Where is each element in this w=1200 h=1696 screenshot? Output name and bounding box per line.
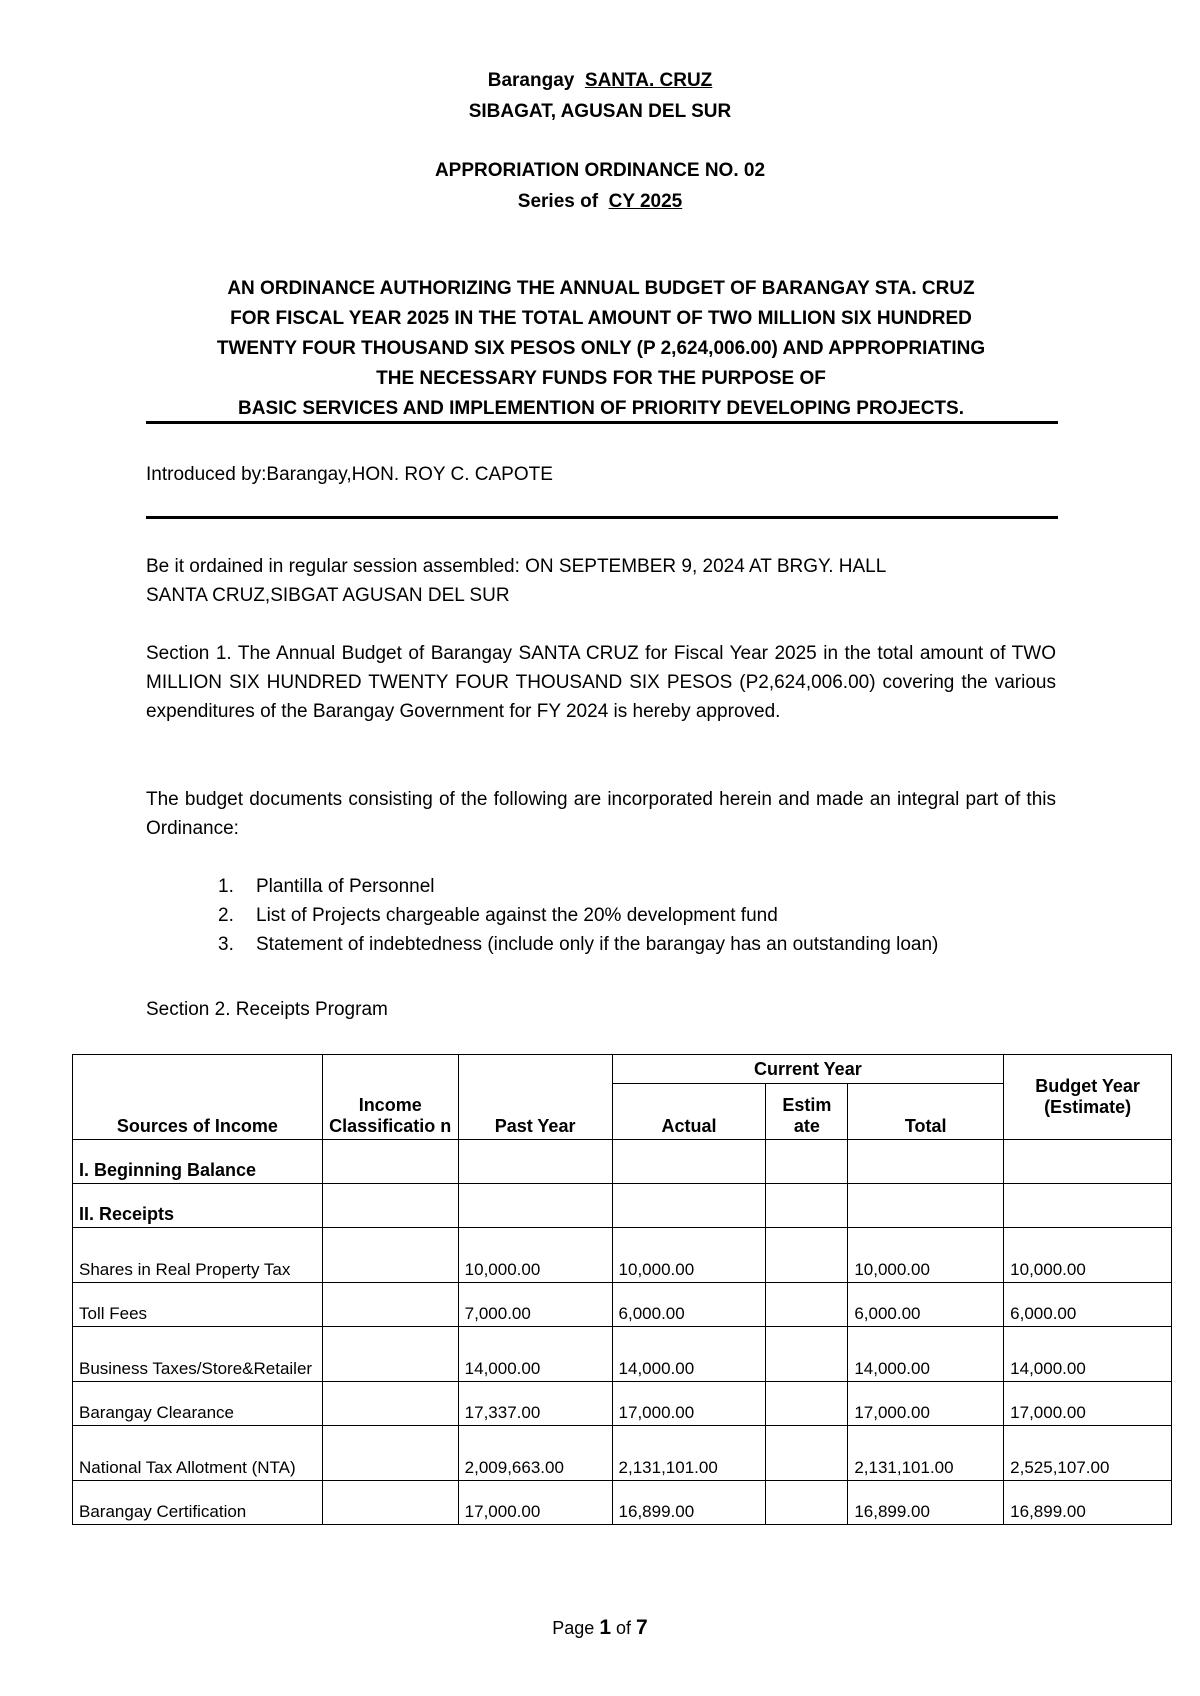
past-year-cell: 14,000.00: [458, 1327, 612, 1382]
title-line: THE NECESSARY FUNDS FOR THE PURPOSE OF: [376, 368, 826, 389]
receipts-program-table: [72, 1054, 1172, 1525]
classification-cell: [322, 1382, 458, 1426]
source-cell: Shares in Real Property Tax: [73, 1228, 323, 1283]
ordained-line: Be it ordained in regular session assembled: ON SEPTEMBER 9, 2024 AT BRGY. HALL: [146, 556, 887, 577]
municipality-heading: SIBAGAT, AGUSAN DEL SUR: [468, 101, 732, 122]
budget-docs-list: [218, 872, 938, 959]
section-1-text: Section 1. The Annual Budget of Barangay SANTA CRUZ for Fiscal Year 2025 in the total amount of TWO MILLION SIX HUNDRED TWENTY FOUR THOUSAND SIX PESOS (P2,624,006.00) covering the various expenditures of the Barangay Government for FY 2024 is hereby approved.: [146, 643, 1056, 722]
title-line: FOR FISCAL YEAR 2025 IN THE TOTAL AMOUNT OF TWO MILLION SIX HUNDRED: [230, 308, 972, 329]
barangay-label: Barangay: [487, 70, 575, 91]
introduced-by: Introduced by:Barangay,HON. ROY C. CAPOTE: [146, 464, 553, 485]
ordained-clause: [146, 552, 1056, 610]
actual-cell: 17,000.00: [612, 1382, 766, 1426]
budget-year-cell: 10,000.00: [1004, 1228, 1172, 1283]
table-row: [73, 1382, 1172, 1426]
source-cell: Business Taxes/Store&Retailer: [73, 1327, 323, 1382]
barangay-name: SANTA. CRUZ: [584, 70, 713, 91]
budget-docs-intro: The budget documents consisting of the following are incorporated herein and made an integral part of this Ordinance:: [146, 789, 1056, 839]
total-cell: 17,000.00: [848, 1382, 1004, 1426]
total-cell: 10,000.00: [848, 1228, 1004, 1283]
divider: [146, 421, 1058, 424]
ordained-line: SANTA CRUZ,SIBGAT AGUSAN DEL SUR: [146, 585, 510, 606]
actual-cell: 2,131,101.00: [612, 1426, 766, 1481]
source-cell: Barangay Clearance: [73, 1382, 323, 1426]
estimate-cell: [766, 1382, 848, 1426]
table-row: [73, 1481, 1172, 1525]
total-cell: 14,000.00: [848, 1327, 1004, 1382]
table-header-row: [73, 1055, 1172, 1084]
col-past-year: Past Year: [458, 1055, 612, 1140]
table-row: [73, 1228, 1172, 1283]
total-cell: 16,899.00: [848, 1481, 1004, 1525]
classification-cell: [322, 1481, 458, 1525]
list-item: 2. List of Projects chargeable against the 20% development fund: [218, 905, 778, 926]
title-line: TWENTY FOUR THOUSAND SIX PESOS ONLY (P 2,624,006.00) AND APPROPRIATING: [216, 338, 986, 359]
past-year-cell: 7,000.00: [458, 1283, 612, 1327]
title-line: BASIC SERVICES AND IMPLEMENTION OF PRIORITY DEVELOPING PROJECTS.: [238, 398, 964, 419]
actual-cell: 10,000.00: [612, 1228, 766, 1283]
budget-year-cell: 2,525,107.00: [1004, 1426, 1172, 1481]
past-year-cell: 17,337.00: [458, 1382, 612, 1426]
source-cell: National Tax Allotment (NTA): [73, 1426, 323, 1481]
estimate-cell: [766, 1426, 848, 1481]
series-value: CY 2025: [608, 191, 683, 212]
page-footer: [0, 1616, 1200, 1640]
ordinance-number: APPRORIATION ORDINANCE NO. 02: [434, 160, 766, 181]
classification-cell: [322, 1426, 458, 1481]
table-row: [73, 1184, 1172, 1228]
table-row: [73, 1426, 1172, 1481]
col-income-classification: Income Classificatio n: [322, 1055, 458, 1140]
col-current-year: Current Year: [612, 1055, 1004, 1084]
actual-cell: 6,000.00: [612, 1283, 766, 1327]
receipts-label: II. Receipts: [73, 1184, 323, 1228]
table-row: [73, 1327, 1172, 1382]
table-row: [73, 1140, 1172, 1184]
estimate-cell: [766, 1228, 848, 1283]
source-cell: Toll Fees: [73, 1283, 323, 1327]
ordinance-title: [146, 274, 1056, 424]
title-line: AN ORDINANCE AUTHORIZING THE ANNUAL BUDGET OF BARANGAY STA. CRUZ: [227, 278, 975, 299]
classification-cell: [322, 1283, 458, 1327]
budget-year-cell: 16,899.00: [1004, 1481, 1172, 1525]
col-budget-year: Budget Year (Estimate): [1004, 1055, 1172, 1140]
source-cell: Barangay Certification: [73, 1481, 323, 1525]
col-estimate: Estim ate: [766, 1084, 848, 1140]
actual-cell: 16,899.00: [612, 1481, 766, 1525]
actual-cell: 14,000.00: [612, 1327, 766, 1382]
col-total: Total: [848, 1084, 1004, 1140]
list-item: 3. Statement of indebtedness (include only if the barangay has an outstanding loan): [218, 934, 939, 955]
budget-year-cell: 14,000.00: [1004, 1327, 1172, 1382]
total-cell: 2,131,101.00: [848, 1426, 1004, 1481]
past-year-cell: 17,000.00: [458, 1481, 612, 1525]
series-heading: [0, 191, 1200, 213]
page-label: Page: [552, 1618, 595, 1638]
page-number: 1: [599, 1616, 611, 1639]
of-label: of: [616, 1618, 632, 1638]
table-row: [73, 1283, 1172, 1327]
page-total: 7: [636, 1616, 648, 1639]
estimate-cell: [766, 1283, 848, 1327]
classification-cell: [322, 1327, 458, 1382]
series-label: Series of: [517, 191, 599, 212]
barangay-heading: [0, 70, 1200, 92]
col-sources-of-income: Sources of Income: [73, 1055, 323, 1140]
list-item: 1. Plantilla of Personnel: [218, 876, 435, 897]
beginning-balance-label: I. Beginning Balance: [73, 1140, 323, 1184]
total-cell: 6,000.00: [848, 1283, 1004, 1327]
classification-cell: [322, 1228, 458, 1283]
past-year-cell: 10,000.00: [458, 1228, 612, 1283]
past-year-cell: 2,009,663.00: [458, 1426, 612, 1481]
section-2-heading: Section 2. Receipts Program: [146, 999, 388, 1020]
estimate-cell: [766, 1327, 848, 1382]
col-actual: Actual: [612, 1084, 766, 1140]
budget-year-cell: 17,000.00: [1004, 1382, 1172, 1426]
budget-year-cell: 6,000.00: [1004, 1283, 1172, 1327]
estimate-cell: [766, 1481, 848, 1525]
divider: [146, 516, 1058, 519]
